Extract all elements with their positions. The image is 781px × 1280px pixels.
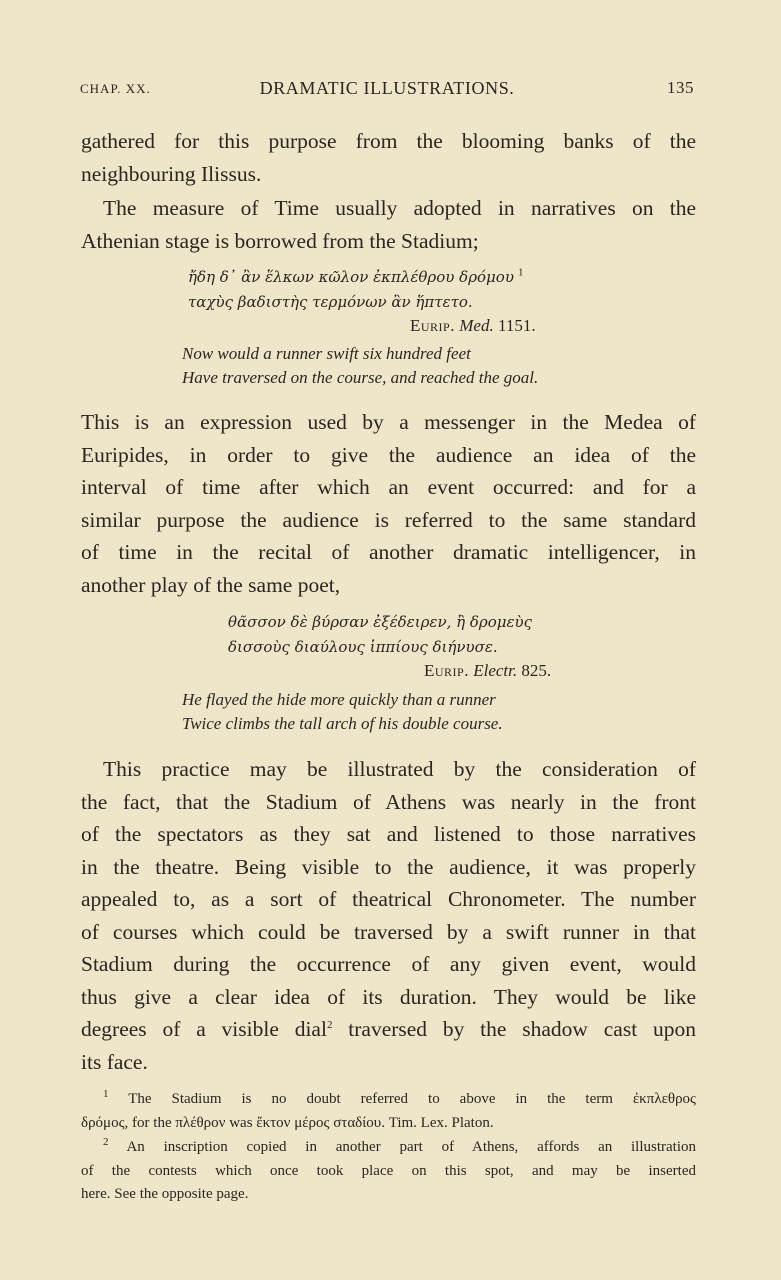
citation-2 (424, 661, 551, 681)
citation-author: Eurip. (424, 661, 469, 680)
footnote-line: here. See the opposite page. (81, 1186, 249, 1202)
paragraph-2 (81, 192, 696, 257)
text-line: the fact, that the Stadium of Athens was nearly in the front (81, 789, 696, 814)
chapter-label: CHAP. XX. (80, 81, 151, 96)
text-line: neighbouring Ilissus. (81, 161, 262, 186)
citation-author: Eurip. (410, 316, 455, 335)
text-line: The measure of Time usually adopted in narratives on the (103, 196, 696, 220)
text-line: appealed to, as a sort of theatrical Chronometer. The number (81, 887, 696, 911)
greek-line: δισσοὺς διαύλους ἱππίους διήνυσε. (228, 638, 498, 656)
text-line: This practice may be illustrated by the consideration of (103, 757, 696, 781)
greek-line: θᾶσσον δὲ βύρσαν ἐξέδειρεν, ἢ δρομεὺς (228, 613, 533, 631)
footnote-line: δρόμος, for the πλέθρον was ἕκτον μέρος σταδίου. Tim. Lex. Platon. (81, 1114, 494, 1131)
translation-2 (182, 688, 503, 736)
text-line: Euripides, in order to give the audience an idea of the (81, 442, 696, 467)
text-line: thus give a clear idea of its duration. They would be like (81, 984, 696, 1009)
text-line: its face. (81, 1049, 148, 1074)
text-line: in the theatre. Being visible to the audience, it was properly (81, 854, 696, 879)
page-number: 135 (667, 78, 694, 97)
footnote-ref: 2 (326, 1018, 333, 1031)
translation-1 (182, 342, 538, 390)
translation-line: Now would a runner swift six hundred feet (182, 344, 471, 363)
text-line: of the spectators as they sat and listened to those narratives (81, 822, 696, 846)
footnote-number: 1 (103, 1088, 109, 1100)
footnote-ref: 1 (517, 266, 524, 279)
greek-line: ἤδη δ᾽ ἂν ἕλκων κῶλον ἐκπλέθρου δρόμου $^1$ (188, 266, 524, 286)
paragraph-3 (81, 406, 696, 601)
text-line: Stadium during the occurrence of any given event, would (81, 952, 696, 976)
text-line: degrees of a visible dial$^2$ traversed by the shadow cast upon (81, 1017, 697, 1041)
translation-line: Twice climbs the tall arch of his double course. (182, 714, 503, 733)
footnote-1 (81, 1088, 696, 1135)
footnote-line: $^2$ An inscription copied in another part of Athens, affords an illustration (103, 1136, 696, 1155)
greek-line: ταχὺς βαδιστὴς τερμόνων ἂν ἥπτετο. (188, 293, 473, 311)
text-line: similar purpose the audience is referred to the same standard (81, 507, 696, 532)
translation-line: He flayed the hide more quickly than a runner (182, 690, 496, 709)
translation-line: Have traversed on the course, and reached the goal. (182, 368, 539, 387)
paragraph-4 (81, 753, 696, 1078)
citation-1 (410, 316, 536, 336)
greek-quote-2 (228, 610, 532, 660)
text-line: Athenian stage is borrowed from the Stadium; (81, 228, 479, 253)
text-line: gathered for this purpose from the blooming banks of the (81, 129, 696, 153)
greek-quote-1 (188, 265, 523, 315)
text-line: of courses which could be traversed by a swift runner in that (81, 919, 696, 944)
footnote-number: 2 (103, 1136, 109, 1148)
text-line: This is an expression used by a messenger in the Medea of (81, 410, 696, 434)
citation-work: Electr. (473, 661, 518, 680)
footnote-2 (81, 1136, 696, 1207)
footnote-line: of the contests which once took place on this spot, and may be inserted (81, 1162, 696, 1179)
text-line: another play of the same poet, (81, 572, 341, 597)
footnote-line: $^1$ The Stadium is no doubt referred to above in the term ἐκπλεθρος (103, 1088, 697, 1107)
running-header (80, 78, 694, 100)
citation-work: Med. (459, 316, 494, 335)
text-line: of time in the recital of another dramatic intelligencer, in (81, 540, 696, 564)
running-title: DRAMATIC ILLUSTRATIONS. (259, 78, 515, 98)
citation-line: 825. (521, 661, 552, 680)
text-line: interval of time after which an event occurred: and for a (81, 475, 696, 499)
citation-line: 1151. (497, 316, 536, 335)
paragraph-1 (81, 125, 696, 190)
